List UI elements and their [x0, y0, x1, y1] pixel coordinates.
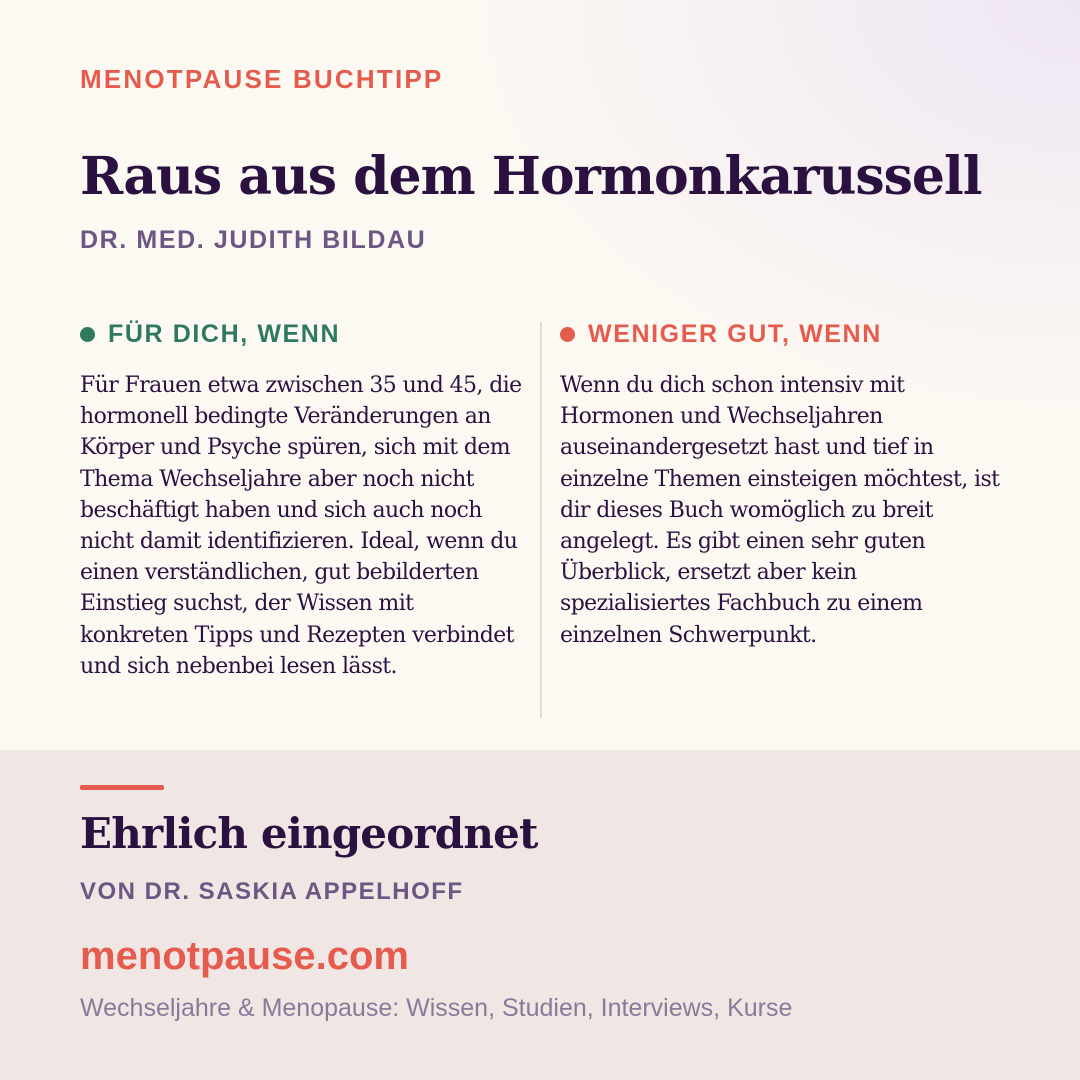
book-author: DR. MED. JUDITH BILDAU: [80, 226, 427, 254]
accent-bar: [80, 785, 164, 790]
con-heading: [560, 320, 882, 349]
pro-heading-label: FÜR DICH, WENN: [108, 320, 341, 348]
con-text: Wenn du dich schon intensiv mit Hormonen und Wechseljahren auseinandergesetzt hast und tief in einzelne Themen einsteigen möchtest, ist dir dieses Buch womöglich zu breit angelegt. Es gibt einen sehr guten Überblick, ersetzt aber kein spezialisiertes Fachbuch zu einem einzelnen Schwerpunkt.: [560, 373, 1000, 648]
con-heading-label: WENIGER GUT, WENN: [588, 320, 882, 348]
footer-title: Ehrlich eingeordnet: [80, 809, 538, 858]
footer-section: [0, 750, 1080, 1080]
column-divider: [540, 322, 542, 718]
red-dot-icon: [560, 327, 575, 342]
footer-author: VON DR. SASKIA APPELHOFF: [80, 878, 464, 905]
pro-text: Für Frauen etwa zwischen 35 und 45, die hormonell bedingte Veränderungen an Körper und Psyche spüren, sich mit dem Thema Wechseljahre aber noch nicht beschäftigt haben und sich auch noch nicht damit identifizieren. Ideal, wenn du einen verständlichen, gut bebilderten Einstieg suchst, der Wissen mit konkreten Tipps und Rezepten verbindet und sich nebenbei lesen lässt.: [80, 373, 522, 679]
book-title: Raus aus dem Hormonkarussell: [80, 146, 982, 207]
pro-heading: [80, 320, 340, 349]
tagline: Wechseljahre & Menopause: Wissen, Studien, Interviews, Kurse: [80, 994, 793, 1022]
kicker-label: MENOTPAUSE BUCHTIPP: [80, 64, 444, 94]
website-link[interactable]: menotpause.com: [80, 934, 409, 978]
green-dot-icon: [80, 327, 95, 342]
